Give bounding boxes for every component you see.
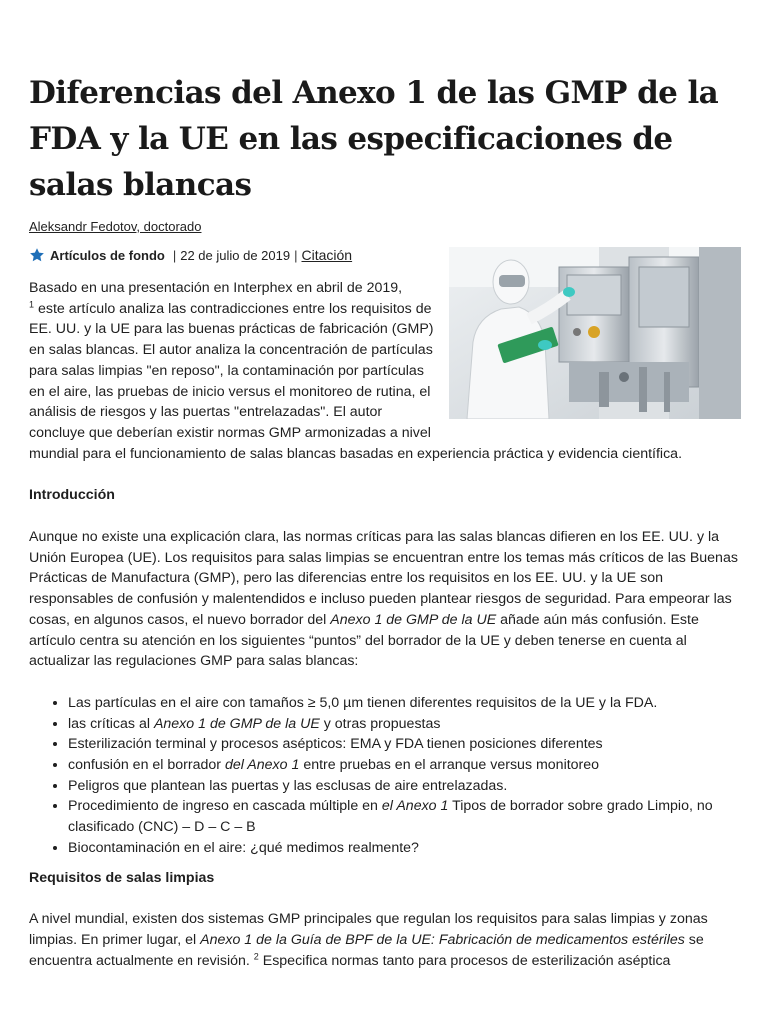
list-item-emphasis: del Anexo 1 — [224, 757, 300, 774]
author-link[interactable]: Aleksandr Fedotov, doctorado — [29, 219, 202, 234]
list-item-emphasis: el Anexo 1 — [381, 798, 449, 815]
intro-text-a: Basado en una presentación en Interphex en abril de 2019, — [29, 280, 403, 296]
list-item-text: Esterilización terminal y procesos asépticos: EMA y FDA tienen posiciones diferentes — [68, 736, 603, 753]
list-item-text: Peligros que plantean las puertas y las esclusas de aire entrelazadas. — [68, 777, 508, 794]
list-item-text: las críticas al — [68, 715, 154, 732]
list-item-text: Tipos de borrador sobre grado Limpio, no clasificado (CNC) – D – C – B — [68, 798, 713, 836]
list-item-emphasis: Anexo 1 de GMP de la UE — [153, 715, 320, 732]
list-item — [68, 714, 741, 735]
list-item — [68, 734, 741, 755]
list-item-text: Las partículas en el aire con tamaños ≥ 5,0 µm tienen diferentes requisitos de la UE y la FDA. — [68, 694, 658, 711]
list-item — [68, 838, 741, 859]
meta-separator: | — [172, 247, 177, 263]
points-list — [29, 693, 741, 859]
paragraph-text: A nivel mundial, existen dos sistemas GMP principales que regulan los requisitos para salas limpias y zonas limpias. En primer lugar, el — [29, 911, 708, 948]
section-heading-introduccion: Introducción — [29, 487, 115, 504]
paragraph-emphasis: Anexo 1 de GMP de la UE — [330, 611, 497, 628]
list-item-text: Biocontaminación en el aire: ¿qué medimos realmente? — [68, 839, 419, 856]
list-item-text: y otras propuestas — [319, 715, 441, 732]
section-paragraph — [29, 527, 741, 672]
paragraph-text: Especifica normas tanto para procesos de esterilización aséptica — [258, 952, 671, 969]
section-heading-requisitos: Requisitos de salas limpias — [29, 869, 215, 886]
list-item — [68, 796, 741, 837]
category-label[interactable]: Artículos de fondo — [50, 247, 165, 263]
list-item-text: confusión en el borrador — [68, 757, 225, 774]
footnote-ref[interactable]: 2 — [253, 950, 259, 961]
section-paragraph — [29, 909, 741, 971]
paragraph-text: se encuentra actualmente en revisión. — [29, 931, 704, 969]
meta-separator: | — [294, 247, 298, 263]
star-icon — [29, 247, 45, 263]
intro-text-b: este artículo analiza las contradicciones entre los requisitos de EE. UU. y la UE para las buenas prácticas de fabricación (GMP) en salas blancas. El autor analiza la concentración de partículas para salas limpias "en reposo", la contaminación por partículas en el aire, las pruebas de inicio versus el monitoreo de rutina, el análisis de riesgos y las puertas "entrelazadas". El autor concluye que deberían existir normas GMP armonizadas a nivel mundial para el funcionamiento de salas blancas basadas en experiencia práctica y evidencia científica. — [29, 300, 683, 462]
paragraph-text: Aunque no existe una explicación clara, las normas críticas para las salas blancas difieren en los EE. UU. y la Unión Europea (UE). Los requisitos para salas limpias se encuentran entre los temas más críticos de las Buenas Prácticas de Manufactura (GMP), pero las diferencias entre los requisitos en los EE. UU. y la UE son responsables de confusión y malentendidos e incluso pueden plantear riesgos de seguridad. Para empeorar las cosas, en algunos casos, el nuevo borrador del — [29, 529, 738, 628]
paragraph-text: añade aún más confusión. Este artículo centra su atención en los siguientes “puntos” del borrador de la UE y deben tenerse en cuenta al actualizar las regulaciones GMP para salas blancas: — [29, 611, 699, 670]
list-item — [68, 776, 741, 797]
list-item-text: Procedimiento de ingreso en cascada múltiple en — [68, 798, 382, 815]
list-item — [68, 755, 741, 776]
list-item — [68, 693, 741, 714]
article-meta — [29, 247, 352, 263]
paragraph-emphasis: Anexo 1 de la Guía de BPF de la UE: Fabricación de medicamentos estériles — [200, 931, 685, 948]
article-body — [29, 278, 741, 971]
citation-link[interactable]: Citación — [301, 247, 353, 263]
article-title: Diferencias del Anexo 1 de las GMP de la FDA y la UE en las especificaciones de salas blancas — [29, 75, 719, 203]
publish-date: 22 de julio de 2019 — [180, 247, 291, 263]
list-item-text: entre pruebas en el arranque versus monitoreo — [299, 757, 600, 774]
image-float-spacer — [439, 278, 741, 428]
footnote-ref[interactable]: 1 — [29, 298, 35, 309]
